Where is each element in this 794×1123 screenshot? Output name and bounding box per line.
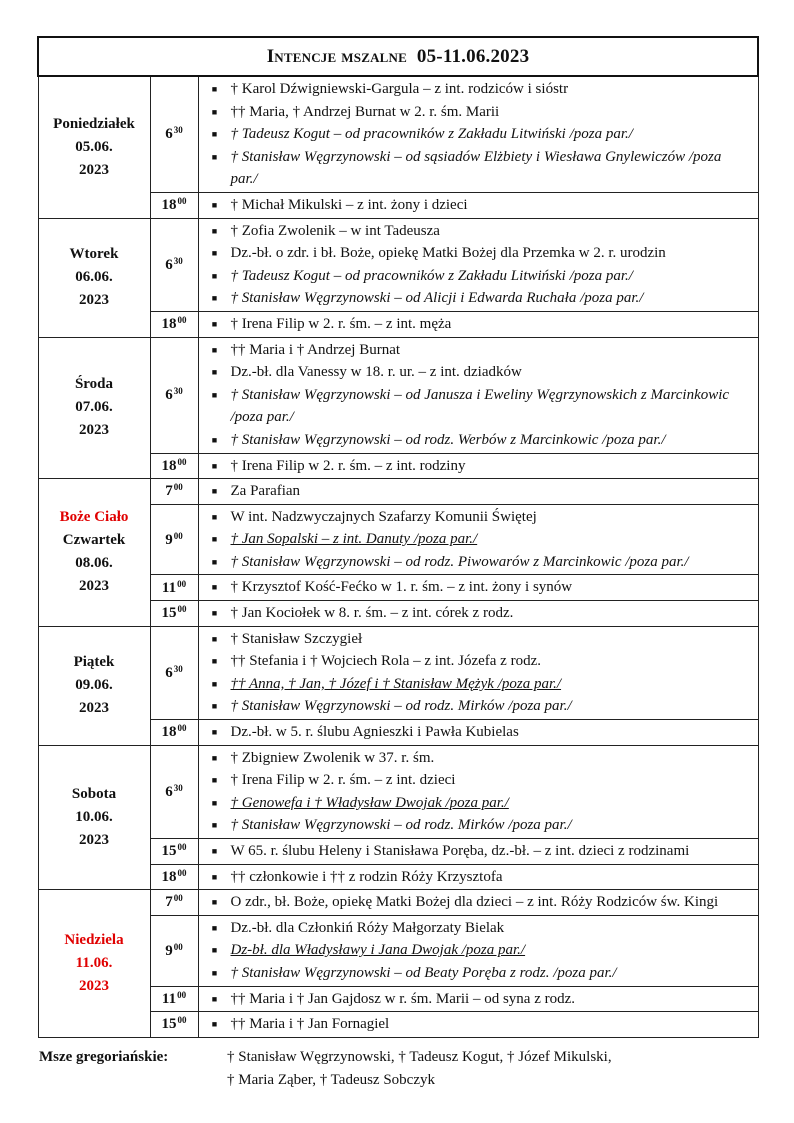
day-date-line: Czwartek	[62, 532, 126, 549]
intention-item	[199, 939, 758, 962]
mass-time	[150, 626, 198, 719]
gregorian-masses-label: Msze gregoriańskie:	[39, 1049, 169, 1065]
intention-item	[199, 194, 758, 217]
intention-item	[199, 769, 758, 792]
intention-text: † Tadeusz Kogut – od pracowników z Zakładu Litwiński /poza par./	[230, 126, 633, 143]
intention-item	[199, 792, 758, 815]
intention-text	[231, 528, 758, 551]
mass-time-hour: 6	[165, 783, 173, 800]
intention-item	[199, 673, 758, 696]
mass-row	[38, 337, 758, 453]
intention-text: † Stanisław Węgrzynowski – od rodz. Mirków /poza par./	[230, 817, 572, 834]
mass-time	[150, 890, 198, 916]
intention-item	[199, 265, 758, 288]
intention-item	[199, 78, 758, 101]
square-bullet-icon: ■	[211, 656, 218, 667]
intention-item	[199, 695, 758, 718]
day-name: Wtorek	[69, 246, 119, 263]
intention-item	[199, 123, 758, 146]
mass-time-hour: 18	[161, 197, 177, 214]
intentions-cell	[198, 575, 758, 601]
day-date-line: 2023	[79, 831, 109, 848]
mass-time-hour: 6	[165, 664, 173, 681]
square-bullet-icon: ■	[211, 752, 218, 763]
mass-time	[150, 337, 198, 453]
mass-time	[150, 986, 198, 1012]
square-bullet-icon: ■	[211, 106, 218, 117]
day-date-line: 10.06.	[75, 808, 113, 825]
square-bullet-icon: ■	[211, 293, 218, 304]
mass-time	[150, 76, 198, 192]
day-date-line: 11.06.	[75, 954, 113, 971]
day-cell	[38, 626, 150, 745]
mass-time-minutes: 00	[173, 893, 183, 904]
square-bullet-icon: ■	[211, 727, 218, 738]
intention-text: † Irena Filip w 2. r. śm. – z int. dzieci	[230, 772, 456, 789]
intention-item	[199, 602, 758, 625]
intention-text: †† Maria i † Jan Gajdosz w r. śm. Marii – od syna z rodz.	[230, 990, 576, 1007]
gregorian-masses-line: † Maria Ząber, † Tadeusz Sobczyk	[227, 1072, 436, 1088]
intention-text: †† Maria i † Jan Fornagiel	[230, 1016, 390, 1033]
intention-text-underlined: Dz-bł. dla Władysławy i Jana Dwojak /poza par./	[230, 942, 526, 959]
square-bullet-icon: ■	[211, 151, 218, 162]
mass-time-hour: 18	[161, 457, 177, 474]
day-name: Boże Ciało	[59, 509, 129, 526]
mass-time-minutes: 00	[177, 578, 187, 589]
intention-item	[199, 840, 758, 863]
intention-text: †† Maria, † Andrzej Burnat w 2. r. śm. Marii	[230, 103, 500, 120]
intention-text: † Stanisław Węgrzynowski – od sąsiadów Elżbiety i Wiesława Gnylewiczów /poza par./	[230, 148, 722, 188]
intention-text: † Stanisław Węgrzynowski – od rodz. Werbów z Marcinkowic /poza par./	[230, 431, 666, 448]
mass-time	[150, 745, 198, 838]
intention-item	[199, 339, 758, 362]
intention-text	[231, 673, 758, 696]
intention-item	[199, 988, 758, 1011]
mass-time-hour: 15	[161, 1016, 177, 1033]
mass-time-minutes: 00	[173, 941, 183, 952]
mass-row	[38, 479, 758, 505]
day-cell	[38, 218, 150, 337]
gregorian-masses-line: † Stanisław Węgrzynowski, † Tadeusz Kogut, † Józef Mikulski,	[227, 1049, 612, 1065]
intention-item	[199, 576, 758, 599]
mass-time-hour: 6	[165, 256, 173, 273]
square-bullet-icon: ■	[211, 460, 218, 471]
square-bullet-icon: ■	[211, 820, 218, 831]
intention-text	[231, 939, 758, 962]
mass-time-hour: 15	[161, 843, 177, 860]
mass-time-hour: 11	[161, 579, 177, 596]
intentions-cell	[198, 453, 758, 479]
intention-item	[199, 146, 758, 191]
square-bullet-icon: ■	[211, 846, 218, 856]
intention-item	[199, 429, 758, 452]
intention-text: † Irena Filip w 2. r. śm. – z int. rodziny	[230, 457, 466, 474]
mass-time-minutes: 30	[173, 255, 183, 266]
intention-text: † Stanisław Węgrzynowski – od Alicji i Edwarda Ruchała /poza par./	[230, 290, 644, 307]
day-cell	[38, 479, 150, 627]
intention-item	[199, 313, 758, 336]
mass-time	[150, 720, 198, 746]
intention-item	[199, 506, 758, 529]
intention-item	[199, 101, 758, 124]
day-name: Poniedziałek	[53, 115, 135, 132]
day-cell	[38, 76, 150, 218]
square-bullet-icon: ■	[211, 897, 218, 908]
intentions-cell	[198, 311, 758, 337]
mass-time-minutes: 00	[177, 456, 187, 467]
intention-item	[199, 650, 758, 673]
square-bullet-icon: ■	[211, 701, 218, 712]
mass-time	[150, 915, 198, 986]
intention-text: † Irena Filip w 2. r. śm. – z int. męża	[230, 315, 452, 332]
intentions-cell	[198, 601, 758, 627]
square-bullet-icon: ■	[211, 1019, 218, 1030]
intention-item	[199, 287, 758, 310]
page-title	[38, 37, 758, 76]
mass-time-hour: 18	[161, 316, 177, 333]
mass-time-minutes: 30	[173, 663, 183, 674]
gregorian-masses-names	[227, 1046, 727, 1092]
mass-time	[150, 1012, 198, 1038]
square-bullet-icon: ■	[211, 270, 218, 281]
intentions-cell	[198, 504, 758, 575]
schedule-body	[38, 76, 758, 1037]
intentions-cell	[198, 337, 758, 453]
square-bullet-icon: ■	[211, 633, 218, 644]
square-bullet-icon: ■	[211, 582, 218, 593]
intention-text: Dz.-bł. o zdr. i bł. Boże, opiekę Matki Bożej dla Przemka w 2. r. urodzin	[230, 245, 666, 262]
mass-time-hour: 18	[161, 868, 177, 885]
day-name: Niedziela	[64, 931, 124, 948]
mass-time-hour: 6	[165, 387, 173, 404]
day-cell	[38, 337, 150, 479]
intentions-cell	[198, 218, 758, 311]
intention-item	[199, 747, 758, 770]
mass-time	[150, 479, 198, 505]
mass-time	[150, 575, 198, 601]
square-bullet-icon: ■	[211, 344, 218, 355]
intention-text: † Zbigniew Zwolenik w 37. r. śm.	[230, 749, 435, 766]
square-bullet-icon: ■	[211, 556, 218, 567]
intention-item	[199, 866, 758, 889]
intention-text: W 65. r. ślubu Heleny i Stanisława Poręba, dz.-bł. – z int. dzieci z rodzinami	[230, 843, 690, 859]
intention-text-underlined: † Genowefa i † Władysław Dwojak /poza par./	[230, 794, 509, 811]
mass-time-hour: 7	[165, 483, 173, 500]
intention-item	[199, 455, 758, 478]
intention-item	[199, 1013, 758, 1036]
square-bullet-icon: ■	[211, 797, 218, 808]
intention-item	[199, 361, 758, 384]
intention-text: † Stanisław Węgrzynowski – od rodz. Piwowarów z Marcinkowic /poza par./	[230, 553, 689, 570]
intention-text: † Tadeusz Kogut – od pracowników z Zakładu Litwiński /poza par./	[230, 267, 633, 284]
intention-text: † Krzysztof Kość-Fećko w 1. r. śm. – z int. żony i synów	[230, 579, 573, 596]
intention-text: † Stanisław Węgrzynowski – od Beaty Poręba z rodz. /poza par./	[230, 964, 617, 981]
mass-row	[38, 626, 758, 719]
day-date-line: 09.06.	[75, 677, 113, 694]
mass-time	[150, 504, 198, 575]
intention-text: † Zofia Zwolenik – w int Tadeusza	[230, 222, 440, 239]
day-date-line: 05.06.	[75, 138, 113, 155]
mass-time	[150, 192, 198, 218]
intention-text: †† członkowie i †† z rodzin Róży Krzysztofa	[230, 868, 503, 885]
intentions-cell	[198, 745, 758, 838]
intention-text: † Karol Dźwigniewski-Gargula – z int. rodziców i sióstr	[230, 81, 569, 97]
square-bullet-icon: ■	[211, 993, 218, 1004]
intention-text: W int. Nadzwyczajnych Szafarzy Komunii Świętej	[230, 508, 537, 525]
intention-item	[199, 480, 758, 503]
mass-row	[38, 76, 758, 192]
day-cell	[38, 745, 150, 890]
square-bullet-icon: ■	[211, 84, 218, 94]
intention-text: † Jan Kociołek w 8. r. śm. – z int. córek z rodz.	[230, 605, 514, 622]
day-cell	[38, 890, 150, 1038]
intentions-cell	[198, 76, 758, 192]
square-bullet-icon: ■	[211, 367, 218, 378]
mass-time-minutes: 30	[173, 386, 183, 397]
intention-text: † Stanisław Węgrzynowski – od Janusza i Eweliny Węgrzynowskich z Marcinkowic /poza par./	[230, 386, 730, 426]
intention-item	[199, 551, 758, 574]
intentions-cell	[198, 864, 758, 890]
mass-time-hour: 9	[165, 531, 173, 548]
day-date-line: 2023	[79, 977, 109, 994]
day-date-line: 2023	[79, 292, 109, 309]
mass-time-minutes: 00	[177, 196, 187, 207]
title-prefix: Intencje mszalne	[266, 45, 407, 67]
square-bullet-icon: ■	[211, 945, 218, 956]
intentions-cell	[198, 915, 758, 986]
mass-time-minutes: 00	[173, 530, 183, 541]
mass-time-hour: 15	[161, 605, 177, 622]
mass-time-minutes: 00	[177, 315, 187, 326]
intention-item	[199, 721, 758, 744]
mass-time-hour: 6	[165, 126, 173, 143]
mass-row	[38, 890, 758, 916]
mass-intentions-table	[37, 36, 759, 1038]
square-bullet-icon: ■	[211, 534, 218, 545]
intentions-cell	[198, 192, 758, 218]
mass-time-minutes: 00	[177, 604, 187, 615]
square-bullet-icon: ■	[211, 608, 218, 619]
day-date-line: 2023	[79, 422, 109, 439]
square-bullet-icon: ■	[211, 199, 218, 210]
mass-time	[150, 453, 198, 479]
day-date-line: 2023	[79, 700, 109, 717]
mass-time	[150, 601, 198, 627]
mass-time-minutes: 00	[177, 723, 187, 734]
intention-text: † Stanisław Szczygieł	[230, 630, 363, 647]
intention-item	[199, 384, 758, 429]
intentions-cell	[198, 986, 758, 1012]
intention-text: † Stanisław Węgrzynowski – od rodz. Mirków /poza par./	[230, 698, 572, 715]
mass-time-hour: 18	[161, 724, 177, 741]
mass-time-minutes: 00	[177, 989, 187, 1000]
intention-text-underlined: †† Anna, † Jan, † Józef i † Stanisław Mężyk /poza par./	[230, 675, 562, 692]
title-dates: 05-11.06.2023	[416, 45, 530, 67]
square-bullet-icon: ■	[211, 967, 218, 978]
square-bullet-icon: ■	[211, 318, 218, 329]
square-bullet-icon: ■	[211, 511, 218, 522]
square-bullet-icon: ■	[211, 486, 218, 497]
day-date-line: 06.06.	[75, 269, 113, 286]
mass-row	[38, 218, 758, 311]
mass-time	[150, 311, 198, 337]
mass-time-hour: 9	[165, 942, 173, 959]
intentions-cell	[198, 479, 758, 505]
mass-time-minutes: 00	[177, 1015, 187, 1026]
intention-text-underlined: † Jan Sopalski – z int. Danuty /poza par./	[230, 531, 478, 548]
intention-text: O zdr., bł. Boże, opiekę Matki Bożej dla dzieci – z int. Róży Rodziców św. Kingi	[230, 894, 719, 911]
intention-item	[199, 242, 758, 265]
day-name: Piątek	[73, 654, 115, 671]
square-bullet-icon: ■	[211, 678, 218, 689]
mass-time	[150, 864, 198, 890]
square-bullet-icon: ■	[211, 871, 218, 882]
mass-time-minutes: 00	[177, 867, 187, 878]
mass-row	[38, 745, 758, 838]
intention-item	[199, 814, 758, 837]
intentions-cell	[198, 839, 758, 865]
intentions-cell	[198, 720, 758, 746]
intention-text: Za Parafian	[230, 483, 301, 500]
intention-text	[231, 792, 758, 815]
intention-text: Dz.-bł. dla Vanessy w 18. r. ur. – z int. dziadków	[230, 364, 522, 381]
square-bullet-icon: ■	[211, 225, 218, 236]
mass-time	[150, 218, 198, 311]
intentions-cell	[198, 1012, 758, 1038]
intention-item	[199, 962, 758, 985]
square-bullet-icon: ■	[211, 248, 218, 259]
intention-item	[199, 628, 758, 651]
mass-time-minutes: 30	[173, 125, 183, 136]
mass-time-minutes: 30	[173, 782, 183, 793]
intention-text: †† Maria i † Andrzej Burnat	[230, 341, 401, 358]
square-bullet-icon: ■	[211, 922, 218, 933]
day-date-line: 2023	[79, 161, 109, 178]
mass-time-minutes: 00	[177, 842, 187, 853]
square-bullet-icon: ■	[211, 434, 218, 445]
square-bullet-icon: ■	[211, 775, 218, 786]
mass-time-hour: 7	[165, 894, 173, 911]
day-name: Środa	[74, 376, 114, 393]
intention-item	[199, 220, 758, 243]
day-date-line: 07.06.	[75, 399, 113, 416]
intention-item	[199, 891, 758, 914]
intention-text: Dz.-bł. w 5. r. ślubu Agnieszki i Pawła Kubielas	[230, 724, 519, 741]
intention-item	[199, 917, 758, 940]
mass-time-minutes: 00	[173, 482, 183, 493]
day-date-line: 2023	[79, 578, 109, 595]
intention-item	[199, 528, 758, 551]
intention-text: †† Stefania i † Wojciech Rola – z int. Józefa z rodz.	[230, 653, 541, 670]
mass-time-hour: 11	[161, 990, 177, 1007]
square-bullet-icon: ■	[211, 389, 218, 400]
intention-text: † Michał Mikulski – z int. żony i dzieci	[230, 196, 468, 213]
intentions-cell	[198, 626, 758, 719]
intentions-cell	[198, 890, 758, 916]
intention-text: Dz.-bł. dla Członkiń Róży Małgorzaty Bielak	[230, 919, 505, 936]
square-bullet-icon: ■	[211, 129, 218, 140]
mass-time	[150, 839, 198, 865]
day-date-line: 08.06.	[75, 555, 113, 572]
day-name: Sobota	[71, 785, 117, 802]
